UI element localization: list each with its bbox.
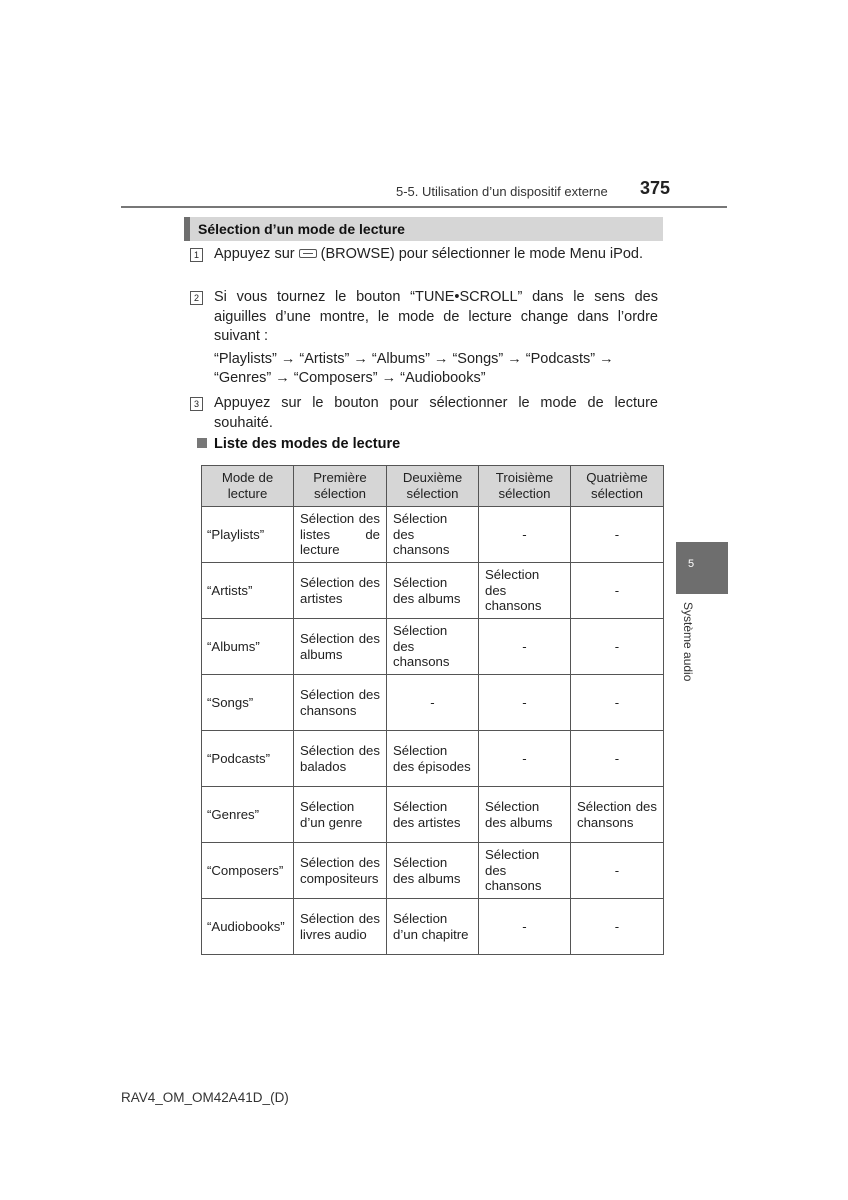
step-number: 1 — [190, 248, 203, 262]
chapter-tab — [676, 542, 728, 594]
selection-cell: Sélection des chansons — [571, 787, 664, 843]
selection-cell: - — [571, 843, 664, 899]
table-row — [202, 731, 664, 787]
selection-cell: - — [571, 619, 664, 675]
table-header-row — [202, 466, 664, 507]
selection-cell: Sélection des chansons — [294, 675, 387, 731]
step-text: Appuyez sur le bouton pour sélectionner le mode de lecture souhaité. — [214, 395, 658, 431]
table-header-cell: Troisième sélection — [479, 466, 571, 507]
page-number: 375 — [640, 178, 671, 198]
selection-cell: - — [571, 899, 664, 955]
selection-cell: Sélection des albums — [387, 843, 479, 899]
selection-cell: Sélection des livres audio — [294, 899, 387, 955]
selection-cell: Sélection des artistes — [387, 787, 479, 843]
selection-cell: Sélection d’un chapitre — [387, 899, 479, 955]
step-number: 2 — [190, 291, 203, 305]
mode-name-cell: “Podcasts” — [202, 731, 294, 787]
table-row — [202, 675, 664, 731]
selection-cell: Sélection d’un genre — [294, 787, 387, 843]
selection-cell: Sélection des artistes — [294, 563, 387, 619]
playback-modes-table — [201, 465, 664, 955]
selection-cell: - — [479, 899, 571, 955]
selection-cell: Sélection des balados — [294, 731, 387, 787]
selection-cell: - — [387, 675, 479, 731]
table-row — [202, 507, 664, 563]
mode-name-cell: “Genres” — [202, 787, 294, 843]
mode-name-cell: “Artists” — [202, 563, 294, 619]
selection-cell: - — [479, 675, 571, 731]
selection-cell: - — [479, 507, 571, 563]
mode-name-cell: “Songs” — [202, 675, 294, 731]
selection-cell: Sélection des albums — [294, 619, 387, 675]
selection-cell: Sélection des épisodes — [387, 731, 479, 787]
list-heading — [197, 436, 400, 452]
selection-cell: Sélection des listes de lecture — [294, 507, 387, 563]
selection-cell: Sélection des compositeurs — [294, 843, 387, 899]
browse-button-icon — [299, 249, 317, 258]
selection-cell: - — [479, 731, 571, 787]
selection-cell: Sélection des albums — [479, 787, 571, 843]
step-text-part: (BROWSE) pour sélectionner le mode Menu iPod. — [320, 246, 643, 262]
selection-cell: - — [479, 619, 571, 675]
table-row — [202, 619, 664, 675]
selection-cell: Sélection des chansons — [387, 507, 479, 563]
table-row — [202, 843, 664, 899]
section-heading — [184, 217, 663, 241]
document-footer: RAV4_OM_OM42A41D_(D) — [121, 1090, 289, 1105]
mode-name-cell: “Audiobooks” — [202, 899, 294, 955]
chapter-number: 5 — [688, 558, 695, 570]
table-row — [202, 563, 664, 619]
list-heading-text: Liste des modes de lecture — [214, 436, 401, 452]
step-text: Si vous tournez le bouton “TUNE•SCROLL” dans le sens des aiguilles d’une montre, le mode de lecture change dans l’ordre suivant : — [214, 289, 658, 344]
square-bullet-icon — [197, 438, 207, 448]
step-text-part: Appuyez sur — [214, 246, 295, 262]
header-section-title: 5-5. Utilisation d’un dispositif externe — [396, 184, 608, 199]
step-number: 3 — [190, 397, 203, 411]
mode-sequence-line-1: “Playlists” → “Artists” → “Albums” → “Songs” → “Podcasts” → — [214, 351, 614, 367]
section-heading-text: Sélection d’un mode de lecture — [198, 221, 405, 237]
mode-name-cell: “Albums” — [202, 619, 294, 675]
mode-name-cell: “Composers” — [202, 843, 294, 899]
selection-cell: Sélection des chansons — [387, 619, 479, 675]
mode-name-cell: “Playlists” — [202, 507, 294, 563]
selection-cell: - — [571, 675, 664, 731]
mode-sequence-line-2: “Genres” → “Composers” → “Audiobooks” — [214, 370, 486, 386]
selection-cell: Sélection des albums — [387, 563, 479, 619]
selection-cell: Sélection des chansons — [479, 843, 571, 899]
step-text — [214, 245, 658, 265]
selection-cell: Sélection des chansons — [479, 563, 571, 619]
selection-cell: - — [571, 731, 664, 787]
header-divider — [121, 206, 727, 208]
chapter-label: Système audio — [681, 602, 695, 682]
table-header-cell: Mode de lecture — [202, 466, 294, 507]
table-header-cell: Quatrième sélection — [571, 466, 664, 507]
table-header-cell: Première sélection — [294, 466, 387, 507]
table-header-cell: Deuxième sélection — [387, 466, 479, 507]
table-row — [202, 787, 664, 843]
selection-cell: - — [571, 507, 664, 563]
selection-cell: - — [571, 563, 664, 619]
table-row — [202, 899, 664, 955]
